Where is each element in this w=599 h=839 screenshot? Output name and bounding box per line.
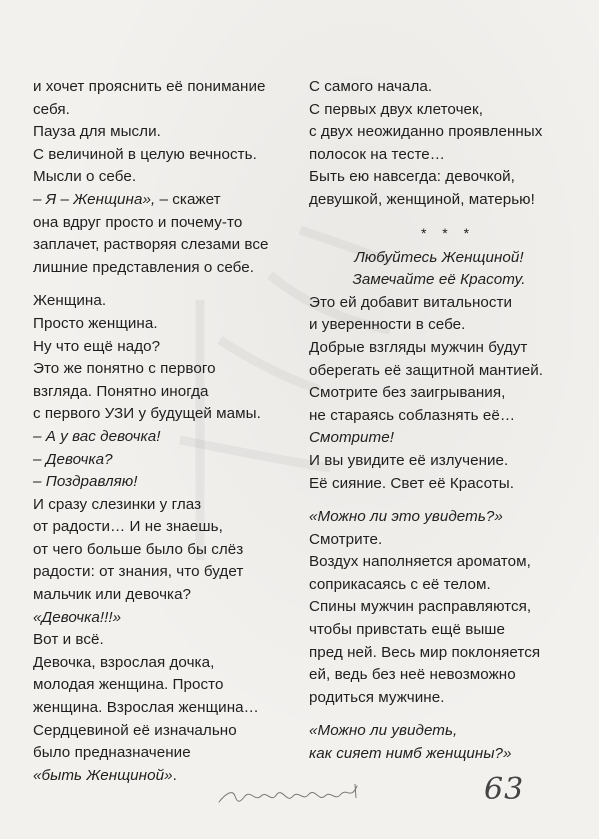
text-line: ей, ведь без неё невозможно bbox=[309, 666, 516, 684]
text-line: с двух неожиданно проявленных bbox=[309, 123, 543, 141]
text-line: было предназначение bbox=[33, 744, 191, 762]
text-line: Смотрите! bbox=[309, 429, 394, 447]
text-line: полосок на тесте… bbox=[309, 145, 446, 163]
paragraph-gap bbox=[33, 279, 281, 290]
text-line: Сердцевиной её изначально bbox=[33, 721, 237, 739]
text-line: С самого начала. bbox=[309, 78, 433, 95]
text-line: – А у вас девочка! bbox=[33, 427, 161, 445]
text-line: – Девочка? bbox=[33, 450, 113, 468]
text-line: – Поздравляю! bbox=[33, 473, 138, 491]
text-line: Вот и всё. bbox=[33, 631, 104, 649]
text-line: взгляда. Понятно иногда bbox=[33, 382, 209, 400]
text-line: Любуйтесь Женщиной! bbox=[354, 248, 524, 266]
text-line: «Можно ли увидеть, bbox=[309, 722, 458, 740]
text-line: И вы увидите её излучение. bbox=[309, 451, 509, 469]
text-line: девушкой, женщиной, матерью! bbox=[309, 190, 535, 208]
text-line: родиться мужчине. bbox=[309, 688, 445, 706]
section-divider-stars: * * * bbox=[420, 224, 476, 241]
text-line: Спины мужчин расправляются, bbox=[309, 598, 532, 616]
text-line: от чего больше было бы слёз bbox=[33, 540, 244, 558]
text-line: С величиной в целую вечность. bbox=[33, 145, 257, 163]
signature-decoration bbox=[215, 782, 365, 812]
text-line: Быть ею навсегда: девочкой, bbox=[309, 168, 515, 186]
text-line: оберегать её защитной мантией. bbox=[309, 361, 544, 379]
text-line: «Можно ли это увидеть?» bbox=[309, 508, 503, 526]
text-line: пред ней. Весь мир поклоняется bbox=[309, 643, 541, 661]
text-line: Девочка, взрослая дочка, bbox=[33, 653, 215, 671]
paragraph-gap bbox=[309, 709, 569, 720]
text-line: лишние представления о себе. bbox=[33, 258, 255, 276]
text-line: Это же понятно с первого bbox=[33, 360, 216, 378]
text-line: Смотрите. bbox=[309, 530, 383, 548]
text-line: женщина. Взрослая женщина… bbox=[33, 699, 259, 717]
text-line: радости: от знания, что будет bbox=[33, 563, 244, 581]
text-line: Пауза для мысли. bbox=[33, 123, 161, 141]
text-line: Замечайте её Красоту. bbox=[352, 271, 526, 289]
text-line: «Девочка!!!» bbox=[33, 608, 122, 626]
text-line bbox=[33, 189, 281, 212]
text-line: соприкасаясь с её телом. bbox=[309, 575, 491, 593]
text-line: она вдруг просто и почему-то bbox=[33, 213, 243, 231]
text-line: заплачет, растворяя слезами все bbox=[33, 236, 269, 254]
text-fragment: . bbox=[172, 766, 177, 784]
right-text-column bbox=[309, 76, 569, 766]
text-line: И сразу слезинки у глаз bbox=[33, 495, 202, 513]
text-fragment: – скажет bbox=[159, 190, 221, 208]
text-line: Мысли о себе. bbox=[33, 168, 137, 186]
text-line: не стараясь соблазнять её… bbox=[309, 406, 516, 424]
text-line: как сияет нимб женщины?» bbox=[309, 745, 512, 763]
page-number: 63 bbox=[484, 772, 525, 807]
text-line: Это ей добавит витальности bbox=[309, 293, 513, 311]
paragraph-gap bbox=[309, 495, 569, 506]
text-line: мальчик или девочка? bbox=[33, 586, 192, 604]
text-line: Добрые взгляды мужчин будут bbox=[309, 338, 528, 356]
text-line: Ну что ещё надо? bbox=[33, 337, 161, 355]
text-line: чтобы привстать ещё выше bbox=[309, 621, 506, 639]
left-text-column bbox=[33, 76, 281, 787]
text-line: с первого УЗИ у будущей мамы. bbox=[33, 405, 261, 423]
paragraph-gap bbox=[309, 212, 569, 223]
text-line: молодая женщина. Просто bbox=[33, 676, 224, 694]
text-fragment: – Я – Женщина», bbox=[33, 190, 160, 208]
text-line: С первых двух клеточек, bbox=[309, 100, 483, 118]
text-fragment: «быть Женщиной» bbox=[33, 766, 173, 784]
text-line: Смотрите без заигрывания, bbox=[309, 384, 506, 402]
text-line: себя. bbox=[33, 100, 70, 118]
text-line: Просто женщина. bbox=[33, 314, 158, 332]
text-line: от радости… И не знаешь, bbox=[33, 518, 223, 536]
text-line: и хочет прояснить её понимание bbox=[33, 78, 266, 95]
text-line: и уверенности в себе. bbox=[309, 316, 466, 334]
text-line: Воздух наполняется ароматом, bbox=[309, 553, 531, 571]
text-line: Женщина. bbox=[33, 292, 107, 310]
text-line: Её сияние. Свет её Красоты. bbox=[309, 474, 515, 492]
